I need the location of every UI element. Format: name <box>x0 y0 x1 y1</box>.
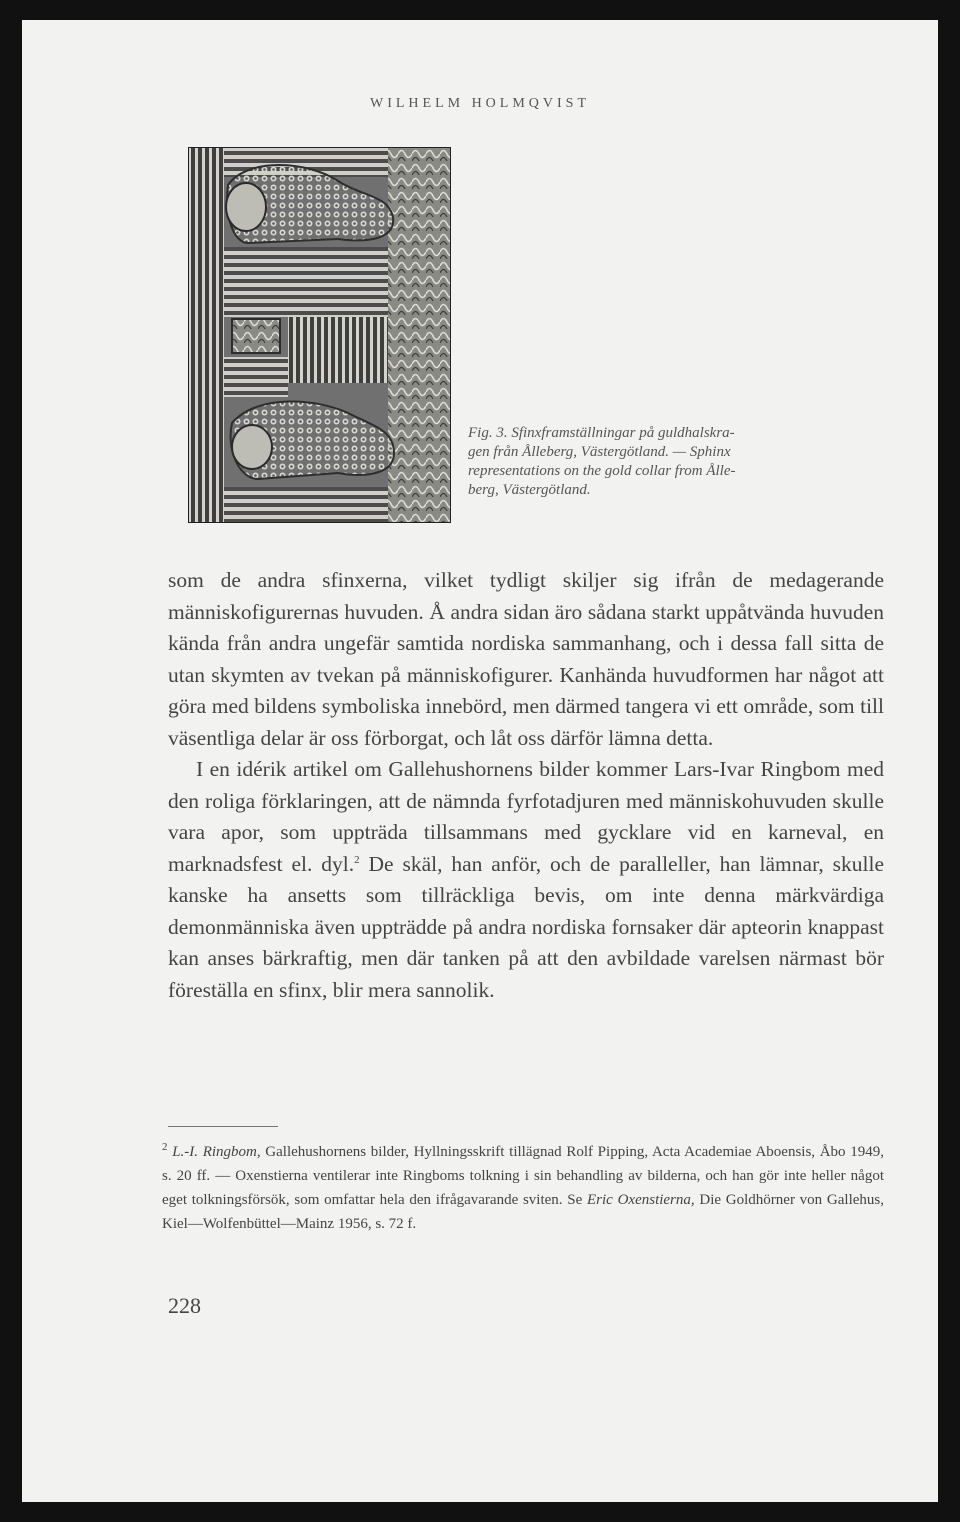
footnote-divider <box>168 1126 278 1127</box>
paragraph-text: I en idérik artikel om Gallehushornens bilder kommer Lars-Ivar Ringbom med den roliga förklaringen, att de nämnda fyrfotadjuren med människohuvuden skulle vara apor, som uppträda tillsammans med gycklare vid en karneval, en marknadsfest el. dyl. <box>168 757 884 876</box>
paragraph-text: De skäl, han anför, och de paralleller, han lämnar, skulle kanske ha ansetts som tillräckliga bevis, om inte denna märkvärdiga demonmänniska även uppträdde på andra nordiska fornsaker där apteorin knappast kan anses bärkraftig, men där tanken på att den avbildade varelsen närmast bör föreställa en sfinx, blir mera sannolik. <box>168 851 884 1002</box>
footnote-text: Die Goldhörner von Gallehus, Kiel—Wolfenbüttel—Mainz 1956, s. 72 f. <box>162 1192 884 1232</box>
page-number: 228 <box>168 1293 201 1318</box>
paragraph: som de andra sfinxerna, vilket tydligt skiljer sig ifrån de medagerande människofigurernas huvuden. Å andra sidan äro sådana starkt uppåtvända huvuden kända från andra ungefär samtida nordiska sammanhang, och i dessa fall sitta de utan skymten av tvekan på människofigurer. Kanhända huvudformen har något att göra med bildens symboliska innebörd, men därmed tangera vi ett område, som till väsentliga delar är oss förborgat, och låt oss därför lämna detta. <box>168 568 884 750</box>
body-text <box>168 565 884 1006</box>
footnote-ref: 2 <box>354 853 360 866</box>
photo-illustration <box>188 147 451 523</box>
footnote <box>162 1140 884 1236</box>
running-head: WILHELM HOLMQVIST <box>369 96 591 111</box>
footnotes <box>162 1140 884 1236</box>
footnote-author: Eric Oxenstierna, <box>587 1192 695 1208</box>
footnote-marker: 2 <box>162 1141 168 1153</box>
footnote-author: L.-I. Ringbom, <box>172 1144 261 1160</box>
book-page <box>22 20 938 1502</box>
figure-photo-gold-collar <box>188 147 451 523</box>
paragraph <box>168 754 884 1006</box>
figure-caption: Fig. 3. Sfinxframställningar på guldhalskra- gen från Ålleberg, Västergötland. — Sphinx representations on the gold collar from Ålle- berg, Västergötland. <box>468 425 736 498</box>
footnote-text: Gallehushornens bilder, Hyllningsskrift tillägnad Rolf Pipping, Acta Academiae Aboensis, Åbo 1949, s. 20 ff. — Oxenstierna ventilerar inte Ringboms tolkning i sin behandling av bilderna, och han gör inte heller något eget tolkningsförsök, som omfattar hela den ifrågavarande sviten. Se <box>162 1144 884 1208</box>
